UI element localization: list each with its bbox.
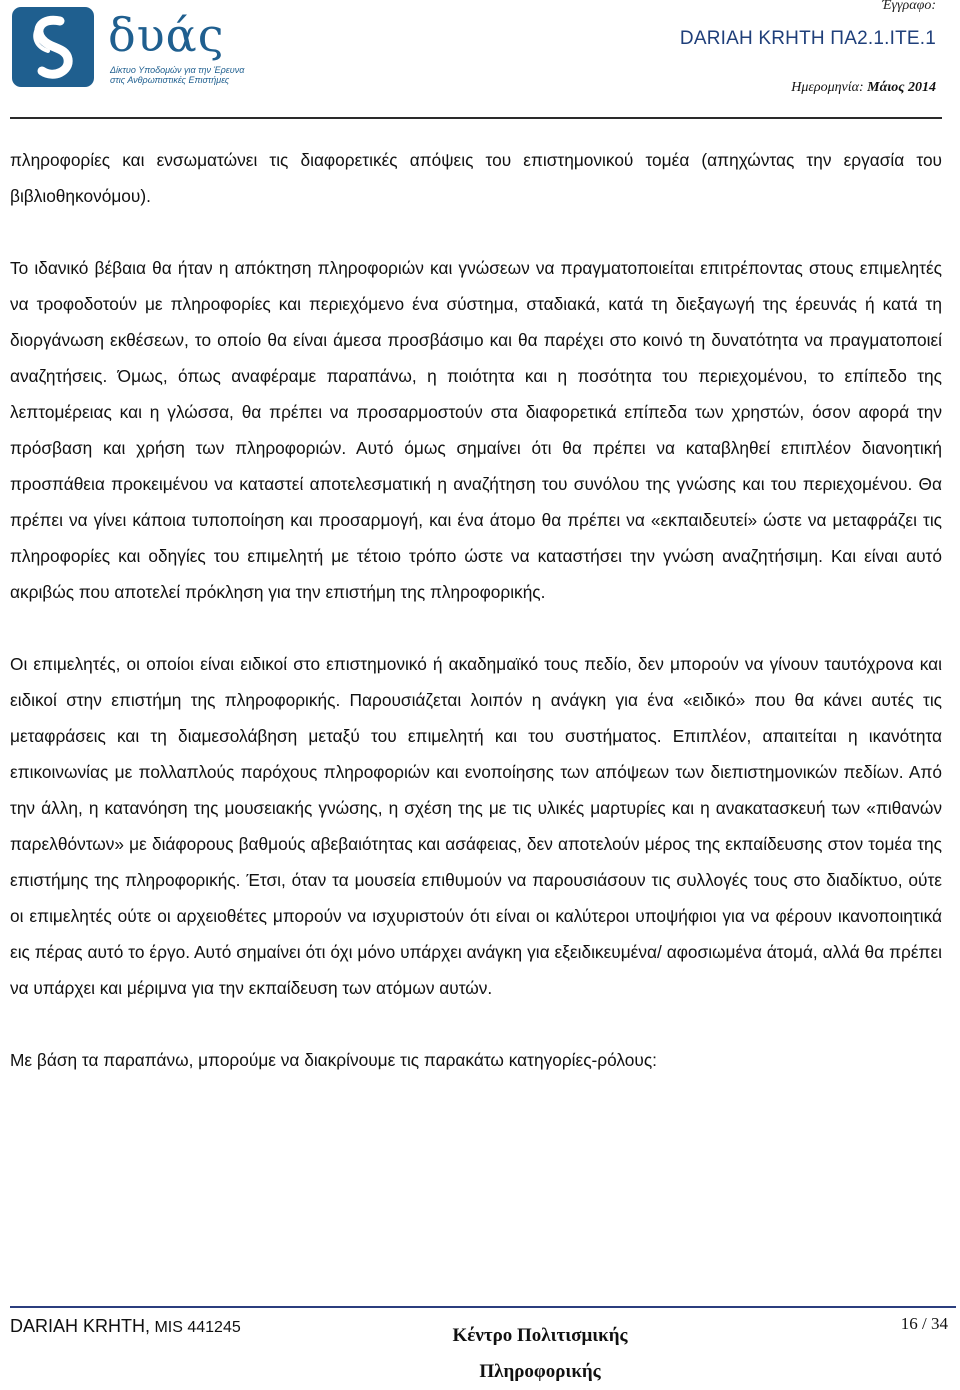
paragraph-2: Το ιδανικό βέβαια θα ήταν η απόκτηση πληροφοριών και γνώσεων να πραγματοποιείται επιτρέποντας στους επιμελητές να τροφοδοτούν με πληροφορίες και περιεχόμενο ένα σύστημα, σταδιακά, κατά τη διεξαγωγή της έρευνάς ή κατά τη διοργάνωση εκθέσεων, το οποίο θα είναι άμεσα προσβάσιμο και θα παρέχει στο κοινό τη δυνατότητα να πραγματοποιεί αναζητήσεις. Όμως, όπως αναφέραμε παραπάνω, η ποιότητα και η ποσότητα του περιεχομένου, το επίπεδο της λεπτομέρειας και η γλώσσα, θα πρέπει να προσαρμοστούν στα διαφορετικά επίπεδα των χρηστών, όσον αφορά την πρόσβαση και χρήση των πληροφοριών. Αυτό όμως σημαίνει ότι θα πρέπει να καταβληθεί επιπλέον διανοητική προσπάθεια προκειμένου να καταστεί αποτελεσματική η αναζήτηση του συνόλου της γνώσης και του περιεχομένου. Θα πρέπει να γίνει κάποια τυποποίηση και προσαρμογή, και ένα άτομο θα πρέπει να «εκπαιδευτεί» ώστε να μεταφράζει τις πληροφορίες και οδηγίες του επιμελητή με τέτοιο τρόπο ώστε να καταστήσει την γνώση αναζητήσιμη. Και είναι αυτό ακριβώς που αποτελεί πρόκληση για την επιστήμη της πληροφορικής. [10,258,942,602]
document-label: Έγγραφο: [881,0,936,13]
dyas-logo-mark-icon [12,7,94,87]
dyas-logo [12,7,252,87]
date-value: Μάιος 2014 [867,80,936,95]
date-label: Ημερομηνία: [791,80,864,95]
footer-project [10,1314,241,1340]
document-code: DARIAH KRHTH ΠΑ2.1.ΙΤΕ.1 [679,28,936,49]
page-header [0,0,960,122]
footer-mis-code: MIS 441245 [150,1319,241,1336]
footer-divider [10,1306,956,1308]
page-number: 16 / 34 [900,1314,948,1333]
document-body [10,142,942,1078]
logo-subtitle [110,65,244,85]
footer-project-name: DARIAH KRHTH, [10,1316,151,1336]
paragraph-4: Με βάση τα παραπάνω, μπορούμε να διακρίνουμε τις παρακάτω κατηγορίες-ρόλους: [10,1050,657,1070]
paragraph-1: πληροφορίες και ενσωματώνει τις διαφορετικές απόψεις του επιστημονικού τομέα (απηχώντας την εργασία του βιβλιοθηκονόμου). [10,150,942,206]
paragraph-3: Οι επιμελητές, οι οποίοι είναι ειδικοί στο επιστημονικό ή ακαδημαϊκό τους πεδίο, δεν μπορούν να γίνουν ταυτόχρονα και ειδικοί στην επιστήμη της πληροφορικής. Παρουσιάζεται λοιπόν η ανάγκη για ένα «ειδικό» που θα κάνει αυτές τις μεταφράσεις και τη διαμεσολάβηση μεταξύ του επιμελητή και του συστήματος. Επιπλέον, απαιτείται η ικανότητα επικοινωνίας με πολλαπλούς παρόχους πληροφοριών και ενοποίησης των απόψεων των διεπιστημονικών πεδίων. Από την άλλη, η κατανόηση της μουσειακής γνώσης, η σχέση της με τις υλικές μαρτυρίες και η ανακατασκευή των «πιθανών παρελθόντων» με διάφορους βαθμούς αβεβαιότητας και ασάφειας, δεν αποτελούν μέρος της εκπαίδευσης στον τομέα της επιστήμης της πληροφορικής. Έτσι, όταν τα μουσεία επιθυμούν να παρουσιάσουν τις συλλογές τους στο διαδίκτυο, ούτε οι επιμελητές ούτε οι αρχειοθέτες μπορούν να ισχυριστούν ότι είναι οι καλύτεροι υποψήφιοι για να φέρουν ικανοποιητικά εις πέρας αυτό το έργο. Αυτό σημαίνει ότι όχι μόνο υπάρχει ανάγκη για εξειδικευμένα/ αφοσιωμένα άτομά, αλλά θα πρέπει να υπάρχει και μέριμνα για την εκπαίδευση των ατόμων αυτών. [10,654,942,998]
logo-wordmark: δυάς [108,8,225,62]
logo-subtitle-line-1: Δίκτυο Υποδομών για την Έρευνα [110,65,245,75]
logo-subtitle-line-2: στις Ανθρωπιστικές Επιστήμες [110,75,230,85]
document-date [791,80,936,96]
header-divider [10,117,942,119]
footer-organization: Κέντρο Πολιτισμικής Πληροφορικής [452,1325,628,1382]
